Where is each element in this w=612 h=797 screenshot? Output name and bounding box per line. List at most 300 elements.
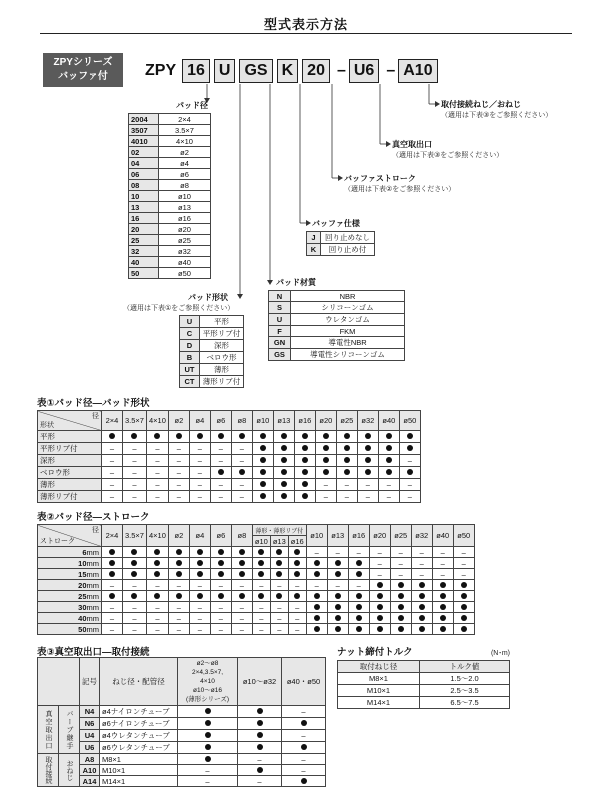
stroke-unit: mm — [86, 569, 99, 579]
diameter-code: 32 — [129, 246, 159, 257]
table1-row-label: 深形 — [38, 455, 102, 467]
dash-mark: – — [239, 456, 244, 465]
table2-cell — [102, 558, 123, 569]
dot-mark — [356, 560, 362, 566]
stroke-value: 6 — [82, 547, 87, 557]
table3-cell — [238, 730, 282, 742]
table1-col-header: 3.5×7 — [123, 411, 147, 431]
diameter-size: ø20 — [159, 224, 211, 235]
diameter-size: 3.5×7 — [159, 125, 211, 136]
table2-title: 表②パッド径—ストローク — [37, 512, 150, 523]
table1-cell — [273, 455, 294, 467]
code-vacuum: U6 — [349, 59, 379, 83]
dash-mark: – — [155, 456, 160, 465]
shape-code: C — [180, 328, 200, 340]
dot-mark — [323, 445, 329, 451]
table2-row — [38, 569, 475, 580]
dot-mark — [260, 433, 266, 439]
dash-mark: – — [461, 547, 466, 557]
table2-cell — [210, 613, 231, 624]
dash-mark: – — [277, 624, 282, 634]
code-buffer: K — [277, 59, 299, 83]
dash-mark: – — [218, 444, 223, 453]
code-mount: A10 — [398, 59, 437, 83]
table2-cell — [369, 580, 390, 591]
table2-cell — [168, 569, 189, 580]
table1-cell — [252, 467, 273, 479]
code-stroke: 20 — [302, 59, 330, 83]
stroke-unit: mm — [86, 613, 99, 623]
diameter-row — [129, 224, 211, 235]
diameter-size: ø16 — [159, 213, 211, 224]
dot-mark — [461, 604, 467, 610]
dot-mark — [302, 481, 308, 487]
table2-row — [38, 558, 475, 569]
table2-cell — [231, 602, 252, 613]
table2-cell — [123, 602, 147, 613]
dash-mark: – — [301, 731, 306, 740]
table1-cell — [315, 443, 336, 455]
table3-code: A10 — [80, 765, 100, 776]
dash-mark: – — [461, 569, 466, 579]
dash-mark: – — [109, 613, 115, 623]
table1-cell — [336, 431, 357, 443]
table1-cell — [357, 443, 378, 455]
table2-cell — [252, 624, 270, 635]
dash-mark: – — [277, 580, 282, 590]
table2-row-label — [38, 547, 102, 558]
table1-cell — [336, 455, 357, 467]
dot-mark — [419, 604, 425, 610]
table2-cell — [369, 624, 390, 635]
diameter-size: ø25 — [159, 235, 211, 246]
diameter-code: 08 — [129, 180, 159, 191]
diameter-code: 50 — [129, 268, 159, 279]
material-code: F — [269, 326, 291, 337]
table1-col-header: ø2 — [168, 411, 189, 431]
table2-cell — [189, 547, 210, 558]
dash-mark: – — [218, 480, 223, 489]
buffer-table — [306, 231, 375, 256]
diameter-row — [129, 169, 211, 180]
table2-cell — [123, 558, 147, 569]
table2-cell — [168, 624, 189, 635]
diameter-table — [128, 113, 211, 279]
dot-mark — [440, 604, 446, 610]
dot-mark — [335, 626, 341, 632]
torque-header-row — [338, 661, 510, 673]
table2-cell — [288, 613, 306, 624]
table1-row — [38, 455, 421, 467]
table1-cell — [294, 467, 315, 479]
dash-mark: – — [155, 624, 160, 634]
table3-cell — [178, 776, 238, 787]
material-row — [269, 302, 405, 314]
material-name: 導電性シリコーンゴム — [291, 349, 405, 361]
table2-cell — [252, 580, 270, 591]
material-name: NBR — [291, 291, 405, 302]
table1-cell — [231, 455, 252, 467]
table3-cell — [282, 765, 326, 776]
diameter-size: 4×10 — [159, 136, 211, 147]
col1-header-line: 2×4,3.5×7, — [191, 669, 224, 676]
dot-mark — [205, 732, 211, 738]
table1-cell — [146, 467, 168, 479]
table2-cell — [102, 591, 123, 602]
table1-row — [38, 491, 421, 503]
dash-mark: – — [218, 602, 223, 612]
dash-mark: – — [365, 492, 370, 501]
dash-mark: – — [132, 492, 137, 501]
table2-cell — [369, 613, 390, 624]
table1-cell — [102, 455, 123, 467]
dot-mark — [344, 457, 350, 463]
table2-col-header: ø50 — [453, 525, 474, 547]
table2-cell — [390, 624, 411, 635]
dash-mark: – — [295, 580, 300, 590]
dash-mark: – — [277, 602, 282, 612]
table2-col-header: ø20 — [369, 525, 390, 547]
shape-code: U — [180, 316, 200, 328]
col1-header-line: ø10〜ø16 — [193, 687, 222, 694]
dash-mark: – — [218, 456, 223, 465]
table1-cell — [294, 491, 315, 503]
dash-mark: – — [109, 480, 115, 489]
dash-mark: – — [176, 456, 181, 465]
dot-mark — [154, 571, 160, 577]
table3-cell — [282, 730, 326, 742]
table3-cell — [238, 718, 282, 730]
shape-name: 深形 — [200, 340, 244, 352]
table3-cell — [238, 706, 282, 718]
table2-cell — [168, 580, 189, 591]
shape-row — [180, 316, 244, 328]
dot-mark — [356, 604, 362, 610]
table1-header-row — [38, 411, 421, 431]
table1-cell — [294, 479, 315, 491]
dot-mark — [239, 571, 245, 577]
table2-cell — [102, 602, 123, 613]
dash-mark: – — [176, 580, 181, 590]
diameter-size: ø8 — [159, 180, 211, 191]
stroke-unit: mm — [86, 580, 99, 590]
dot-mark — [131, 571, 137, 577]
dot-mark — [419, 626, 425, 632]
torque-section — [337, 644, 510, 709]
torque-unit: (N･m) — [490, 650, 510, 657]
table2-cell — [210, 569, 231, 580]
dot-mark — [260, 481, 266, 487]
table1-cell — [168, 455, 189, 467]
dash-mark: – — [218, 492, 223, 501]
dash-mark: – — [419, 558, 424, 568]
diameter-row — [129, 257, 211, 268]
table1-cell — [146, 479, 168, 491]
table1-cell — [399, 467, 420, 479]
dot-mark — [281, 481, 287, 487]
table3-row — [38, 730, 326, 742]
table1-col-header: ø13 — [273, 411, 294, 431]
table3-col3-header: ø40・ø50 — [282, 658, 326, 706]
dot-mark — [440, 593, 446, 599]
dot-mark — [218, 571, 224, 577]
shape-name: ベロウ形 — [200, 352, 244, 364]
table2-cell — [432, 613, 453, 624]
table2-row-label — [38, 569, 102, 580]
table1-cell — [357, 479, 378, 491]
dash-mark: – — [314, 547, 319, 557]
table3-desc: ø6ウレタンチューブ — [100, 742, 178, 754]
dash-mark: – — [239, 580, 244, 590]
table2-cell — [102, 580, 123, 591]
dash-mark: – — [301, 707, 306, 716]
table1-cell — [146, 431, 168, 443]
dash-mark: – — [197, 444, 202, 453]
table1-cell — [189, 443, 210, 455]
dash-mark: – — [419, 569, 424, 579]
dot-mark — [276, 571, 282, 577]
dot-mark — [176, 433, 182, 439]
table2-cell — [123, 591, 147, 602]
dot-mark — [344, 433, 350, 439]
shape-table — [179, 315, 244, 388]
table1-cell — [123, 491, 147, 503]
buffer-desc: 回り止め付 — [321, 244, 375, 256]
dash-mark: – — [132, 444, 137, 453]
table1-cell — [315, 431, 336, 443]
table1-row — [38, 467, 421, 479]
table2-cell — [252, 558, 270, 569]
dot-mark — [281, 433, 287, 439]
dot-mark — [197, 571, 203, 577]
dot-mark — [377, 593, 383, 599]
table1-cell — [189, 431, 210, 443]
table1-cell — [146, 443, 168, 455]
dot-mark — [257, 720, 263, 726]
table1-cell — [378, 491, 399, 503]
table3-cell — [282, 706, 326, 718]
dot-mark — [276, 549, 282, 555]
table1-cell — [315, 479, 336, 491]
material-row — [269, 337, 405, 349]
table2-cell — [432, 569, 453, 580]
dot-mark — [205, 756, 211, 762]
dot-mark — [281, 445, 287, 451]
table2-cell — [231, 591, 252, 602]
dash-mark: – — [398, 558, 403, 568]
stroke-unit: mm — [86, 602, 99, 612]
table1-cell — [146, 455, 168, 467]
table3-cell — [178, 718, 238, 730]
material-table — [268, 290, 405, 361]
table2-cell — [123, 569, 147, 580]
dash-mark: – — [407, 456, 412, 465]
torque-value: 1.5〜2.0 — [420, 673, 510, 685]
dash-mark: – — [259, 580, 264, 590]
dash-mark: – — [132, 624, 137, 634]
dot-mark — [257, 744, 263, 750]
dot-mark — [356, 571, 362, 577]
table1-cell — [210, 431, 231, 443]
shape-row — [180, 364, 244, 376]
torque-row — [338, 697, 510, 709]
dot-mark — [386, 445, 392, 451]
diameter-size: ø6 — [159, 169, 211, 180]
buffer-spec-label: バッファ仕様 — [312, 219, 360, 228]
dot-mark — [365, 457, 371, 463]
table1-cell — [357, 467, 378, 479]
table2-col-header: 4×10 — [146, 525, 168, 547]
torque-thread: M14×1 — [338, 697, 420, 709]
dot-mark — [344, 469, 350, 475]
dot-mark — [335, 604, 341, 610]
dot-mark — [218, 433, 224, 439]
table2-row — [38, 591, 475, 602]
table3-col1-header — [178, 658, 238, 706]
dash-mark: – — [176, 492, 181, 501]
table2-cell — [348, 624, 369, 635]
table2-cell — [102, 624, 123, 635]
code-dash-1: – — [336, 62, 346, 79]
stroke-value: 15 — [78, 569, 87, 579]
table2-cell — [189, 569, 210, 580]
table3-desc: M10×1 — [100, 765, 178, 776]
table2-cell — [306, 613, 327, 624]
table2-cell — [306, 591, 327, 602]
dot-mark — [239, 593, 245, 599]
dot-mark — [239, 560, 245, 566]
dot-mark — [281, 469, 287, 475]
dash-mark: – — [239, 444, 244, 453]
table1-cell — [168, 479, 189, 491]
dot-mark — [258, 549, 264, 555]
dot-mark — [386, 433, 392, 439]
dash-mark: – — [205, 765, 210, 775]
table1-cell — [357, 431, 378, 443]
shape-code: CT — [180, 376, 200, 388]
table2-cell — [453, 591, 474, 602]
dot-mark — [281, 493, 287, 499]
dot-mark — [323, 457, 329, 463]
table2-cell — [369, 558, 390, 569]
dash-mark: – — [335, 580, 340, 590]
dash-mark: – — [218, 613, 223, 623]
shape-name: 平形リブ付 — [200, 328, 244, 340]
table1-cell — [378, 467, 399, 479]
table2-cell — [453, 569, 474, 580]
dot-mark — [294, 571, 300, 577]
dot-mark — [314, 626, 320, 632]
diameter-row — [129, 235, 211, 246]
material-row — [269, 291, 405, 302]
dot-mark — [154, 560, 160, 566]
table2-cell — [123, 613, 147, 624]
table2-cell — [146, 558, 168, 569]
dash-mark: – — [109, 492, 115, 501]
diameter-size: ø2 — [159, 147, 211, 158]
table2-cell — [189, 558, 210, 569]
table1-col-header: 2×4 — [102, 411, 123, 431]
table1-cell — [168, 491, 189, 503]
material-code: N — [269, 291, 291, 302]
table2-cell — [432, 580, 453, 591]
buffer-row — [307, 244, 375, 256]
dot-mark — [302, 493, 308, 499]
table3-row — [38, 765, 326, 776]
table1-cell — [168, 467, 189, 479]
table2-cell — [210, 580, 231, 591]
dash-mark: – — [386, 492, 391, 501]
table1-col-header: ø50 — [399, 411, 420, 431]
dot-mark — [258, 560, 264, 566]
table2-cell — [288, 558, 306, 569]
dot-mark — [260, 445, 266, 451]
table2-cell — [288, 569, 306, 580]
diameter-label: パッド径 — [176, 101, 208, 110]
dot-mark — [239, 549, 245, 555]
dot-mark — [257, 767, 263, 773]
dash-mark: – — [197, 468, 202, 477]
torque-header — [337, 644, 510, 658]
table2-cell — [270, 580, 288, 591]
table2-cell — [252, 569, 270, 580]
dot-mark — [365, 433, 371, 439]
dot-mark — [314, 593, 320, 599]
table1-cell — [102, 443, 123, 455]
col1-header-line: (薄形シリーズ) — [185, 696, 229, 703]
dash-mark: – — [197, 480, 202, 489]
dash-mark: – — [197, 580, 202, 590]
table2-cell — [369, 569, 390, 580]
torque-h1: 取付ねじ径 — [338, 661, 420, 673]
table2-cell — [168, 613, 189, 624]
dot-mark — [356, 615, 362, 621]
table2-cell — [210, 602, 231, 613]
group-mount-connection: 取付接続 — [38, 754, 59, 787]
dot-mark — [407, 433, 413, 439]
dot-mark — [419, 582, 425, 588]
table2-corner — [38, 525, 102, 547]
table2-thin-col-header: ø16 — [288, 536, 306, 547]
table2-cell — [432, 591, 453, 602]
table2-cell — [390, 613, 411, 624]
table2-cell — [288, 602, 306, 613]
table2-cell — [411, 624, 432, 635]
table3-title: 表③真空取出口—取付接続 — [37, 647, 150, 658]
table3-code: A14 — [80, 776, 100, 787]
dot-mark — [154, 549, 160, 555]
table2-cell — [348, 602, 369, 613]
table1-col-header: ø10 — [252, 411, 273, 431]
diameter-code: 16 — [129, 213, 159, 224]
table1-cell — [102, 491, 123, 503]
dash-mark: – — [335, 547, 340, 557]
dot-mark — [260, 457, 266, 463]
table2-cell — [146, 602, 168, 613]
dot-mark — [377, 582, 383, 588]
table2-cell — [168, 547, 189, 558]
table1-cell — [168, 431, 189, 443]
table2-group-header: 薄形・薄形リブ付 — [252, 525, 306, 536]
dot-mark — [386, 457, 392, 463]
table2-cell — [306, 547, 327, 558]
diameter-size: ø40 — [159, 257, 211, 268]
diameter-row — [129, 268, 211, 279]
vacuum-mount-table — [37, 657, 326, 787]
table1-cell — [378, 443, 399, 455]
table1-row-label: 薄形リブ付 — [38, 491, 102, 503]
dot-mark — [440, 626, 446, 632]
